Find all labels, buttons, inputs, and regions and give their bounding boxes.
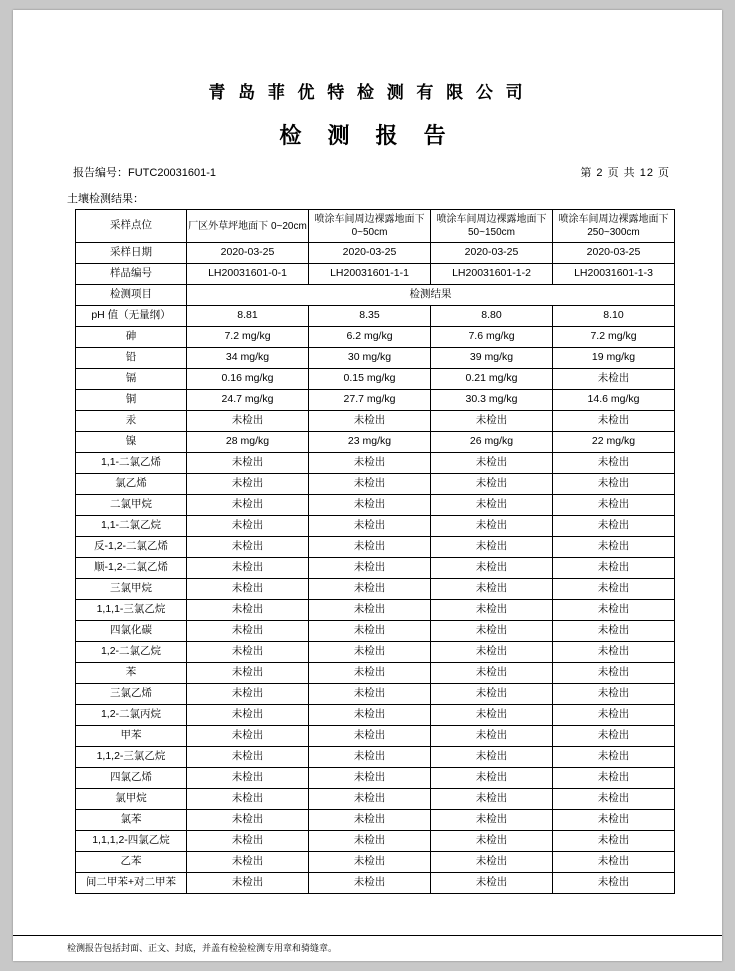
- result-value-r6-c4: 未检出: [553, 411, 675, 432]
- result-value-r12-c2: 未检出: [309, 537, 431, 558]
- result-value-r19-c3: 未检出: [431, 684, 553, 705]
- result-value-r23-c3: 未检出: [431, 768, 553, 789]
- result-value-r20-c1: 未检出: [187, 705, 309, 726]
- result-value-r8-c3: 未检出: [431, 453, 553, 474]
- result-value-r28-c2: 未检出: [309, 873, 431, 894]
- table-row: [76, 579, 675, 600]
- table-row: [76, 768, 675, 789]
- result-value-r9-c3: 未检出: [431, 474, 553, 495]
- table-row: [76, 873, 675, 894]
- analyte-name: 乙苯: [76, 852, 187, 873]
- result-value-r2-c1: 7.2 mg/kg: [187, 327, 309, 348]
- analyte-name: 镍: [76, 432, 187, 453]
- result-value-r5-c4: 14.6 mg/kg: [553, 390, 675, 411]
- result-value-r17-c4: 未检出: [553, 642, 675, 663]
- result-value-r8-c2: 未检出: [309, 453, 431, 474]
- result-value-r5-c3: 30.3 mg/kg: [431, 390, 553, 411]
- result-value-r10-c1: 未检出: [187, 495, 309, 516]
- result-value-r12-c1: 未检出: [187, 537, 309, 558]
- analyte-name: 三氯甲烷: [76, 579, 187, 600]
- result-value-r3-c3: 39 mg/kg: [431, 348, 553, 369]
- result-value-r8-c1: 未检出: [187, 453, 309, 474]
- result-value-r24-c4: 未检出: [553, 789, 675, 810]
- sampling-date-4: 2020-03-25: [553, 243, 675, 264]
- result-value-r25-c2: 未检出: [309, 810, 431, 831]
- result-value-r9-c1: 未检出: [187, 474, 309, 495]
- report-meta: [73, 164, 670, 180]
- result-value-r13-c2: 未检出: [309, 558, 431, 579]
- result-value-r4-c3: 0.21 mg/kg: [431, 369, 553, 390]
- result-value-r10-c2: 未检出: [309, 495, 431, 516]
- result-value-r26-c4: 未检出: [553, 831, 675, 852]
- result-value-r15-c4: 未检出: [553, 600, 675, 621]
- analyte-name: 1,1,2-三氯乙烷: [76, 747, 187, 768]
- result-value-r4-c4: 未检出: [553, 369, 675, 390]
- result-value-r9-c4: 未检出: [553, 474, 675, 495]
- result-value-r20-c3: 未检出: [431, 705, 553, 726]
- analyte-name: 氯甲烷: [76, 789, 187, 810]
- result-value-r3-c1: 34 mg/kg: [187, 348, 309, 369]
- result-value-r7-c1: 28 mg/kg: [187, 432, 309, 453]
- table-row: [76, 495, 675, 516]
- analyte-name: 汞: [76, 411, 187, 432]
- result-value-r28-c1: 未检出: [187, 873, 309, 894]
- analyte-name: 甲苯: [76, 726, 187, 747]
- table-row: [76, 810, 675, 831]
- table-row: [76, 348, 675, 369]
- result-value-r14-c4: 未检出: [553, 579, 675, 600]
- result-value-r16-c2: 未检出: [309, 621, 431, 642]
- sampling-point-2: 喷涂车间周边裸露地面下 0~50cm: [309, 210, 431, 243]
- result-value-r24-c2: 未检出: [309, 789, 431, 810]
- sample-no-1: LH20031601-0-1: [187, 264, 309, 285]
- result-value-r22-c3: 未检出: [431, 747, 553, 768]
- result-value-r19-c2: 未检出: [309, 684, 431, 705]
- result-value-r16-c4: 未检出: [553, 621, 675, 642]
- analyte-name: 反-1,2-二氯乙烯: [76, 537, 187, 558]
- sample-no-3: LH20031601-1-2: [431, 264, 553, 285]
- analyte-name: 砷: [76, 327, 187, 348]
- result-value-r1-c4: 8.10: [553, 306, 675, 327]
- result-value-r21-c3: 未检出: [431, 726, 553, 747]
- result-value-r21-c4: 未检出: [553, 726, 675, 747]
- sampling-point-4: 喷涂车间周边裸露地面下 250~300cm: [553, 210, 675, 243]
- result-value-r17-c3: 未检出: [431, 642, 553, 663]
- table-row: [76, 684, 675, 705]
- result-value-r27-c4: 未检出: [553, 852, 675, 873]
- table-row: [76, 453, 675, 474]
- analyte-name: 1,2-二氯丙烷: [76, 705, 187, 726]
- result-value-r22-c2: 未检出: [309, 747, 431, 768]
- analyte-name: 顺-1,2-二氯乙烯: [76, 558, 187, 579]
- sampling-date-3: 2020-03-25: [431, 243, 553, 264]
- result-value-r28-c4: 未检出: [553, 873, 675, 894]
- result-value-r27-c3: 未检出: [431, 852, 553, 873]
- row-label: 采样日期: [76, 243, 187, 264]
- result-value-r15-c3: 未检出: [431, 600, 553, 621]
- result-value-r20-c4: 未检出: [553, 705, 675, 726]
- result-value-r18-c2: 未检出: [309, 663, 431, 684]
- table-row: [76, 852, 675, 873]
- result-value-r11-c2: 未检出: [309, 516, 431, 537]
- table-row: [76, 432, 675, 453]
- result-value-r23-c2: 未检出: [309, 768, 431, 789]
- sampling-point-3: 喷涂车间周边裸露地面下 50~150cm: [431, 210, 553, 243]
- report-page: [13, 10, 722, 961]
- result-value-r22-c1: 未检出: [187, 747, 309, 768]
- result-value-r11-c4: 未检出: [553, 516, 675, 537]
- result-value-r16-c1: 未检出: [187, 621, 309, 642]
- result-value-r12-c3: 未检出: [431, 537, 553, 558]
- result-value-r22-c4: 未检出: [553, 747, 675, 768]
- result-value-r7-c3: 26 mg/kg: [431, 432, 553, 453]
- table-row: [76, 705, 675, 726]
- table-row-result-header: [76, 285, 675, 306]
- result-value-r15-c2: 未检出: [309, 600, 431, 621]
- result-value-r7-c2: 23 mg/kg: [309, 432, 431, 453]
- analyte-name: 氯乙烯: [76, 474, 187, 495]
- row-label: 采样点位: [76, 210, 187, 243]
- section-label: 土壤检测结果：: [67, 193, 144, 205]
- table-row: [76, 663, 675, 684]
- company-name: 青 岛 菲 优 特 检 测 有 限 公 司: [208, 83, 527, 102]
- result-value-r28-c3: 未检出: [431, 873, 553, 894]
- result-value-r14-c2: 未检出: [309, 579, 431, 600]
- table-row: [76, 474, 675, 495]
- soil-results-table-wrap: [75, 209, 669, 894]
- analyte-name: 镉: [76, 369, 187, 390]
- table-row: [76, 789, 675, 810]
- table-row: [76, 558, 675, 579]
- page-number: 第 2 页 共 12 页: [580, 167, 670, 179]
- result-value-r21-c1: 未检出: [187, 726, 309, 747]
- analyte-name: 铜: [76, 390, 187, 411]
- table-row: [76, 390, 675, 411]
- result-value-r23-c4: 未检出: [553, 768, 675, 789]
- result-value-r11-c3: 未检出: [431, 516, 553, 537]
- result-value-r27-c1: 未检出: [187, 852, 309, 873]
- sampling-date-2: 2020-03-25: [309, 243, 431, 264]
- result-value-r4-c2: 0.15 mg/kg: [309, 369, 431, 390]
- result-value-r18-c3: 未检出: [431, 663, 553, 684]
- sample-no-2: LH20031601-1-1: [309, 264, 431, 285]
- analyte-name: 1,2-二氯乙烷: [76, 642, 187, 663]
- analyte-name: 间二甲苯+对二甲苯: [76, 873, 187, 894]
- result-value-r27-c2: 未检出: [309, 852, 431, 873]
- analyte-name: 四氯乙烯: [76, 768, 187, 789]
- table-row: [76, 831, 675, 852]
- result-value-r17-c2: 未检出: [309, 642, 431, 663]
- result-value-r26-c3: 未检出: [431, 831, 553, 852]
- table-row: [76, 747, 675, 768]
- result-value-r13-c3: 未检出: [431, 558, 553, 579]
- sampling-date-1: 2020-03-25: [187, 243, 309, 264]
- analyte-name: 1,1-二氯乙烯: [76, 453, 187, 474]
- result-value-r4-c1: 0.16 mg/kg: [187, 369, 309, 390]
- result-value-r2-c2: 6.2 mg/kg: [309, 327, 431, 348]
- result-value-r20-c2: 未检出: [309, 705, 431, 726]
- sample-no-4: LH20031601-1-3: [553, 264, 675, 285]
- result-value-r8-c4: 未检出: [553, 453, 675, 474]
- result-value-r24-c1: 未检出: [187, 789, 309, 810]
- table-row-sampling-date: [76, 243, 675, 264]
- table-row: [76, 726, 675, 747]
- analyte-name: 铅: [76, 348, 187, 369]
- result-value-r25-c4: 未检出: [553, 810, 675, 831]
- result-header: 检测结果: [187, 285, 675, 306]
- result-value-r3-c2: 30 mg/kg: [309, 348, 431, 369]
- table-row: [76, 411, 675, 432]
- result-value-r1-c1: 8.81: [187, 306, 309, 327]
- analyte-name: pH 值（无量纲）: [76, 306, 187, 327]
- result-value-r21-c2: 未检出: [309, 726, 431, 747]
- result-value-r23-c1: 未检出: [187, 768, 309, 789]
- result-value-r26-c2: 未检出: [309, 831, 431, 852]
- table-row: [76, 516, 675, 537]
- analyte-name: 1,1,1,2-四氯乙烷: [76, 831, 187, 852]
- result-value-r16-c3: 未检出: [431, 621, 553, 642]
- table-row: [76, 327, 675, 348]
- result-value-r13-c1: 未检出: [187, 558, 309, 579]
- result-value-r6-c2: 未检出: [309, 411, 431, 432]
- result-value-r17-c1: 未检出: [187, 642, 309, 663]
- table-row: [76, 369, 675, 390]
- soil-results-table: [75, 209, 675, 894]
- result-value-r18-c4: 未检出: [553, 663, 675, 684]
- analyte-name: 1,1,1-三氯乙烷: [76, 600, 187, 621]
- analyte-name: 氯苯: [76, 810, 187, 831]
- result-value-r12-c4: 未检出: [553, 537, 675, 558]
- analyte-name: 1,1-二氯乙烷: [76, 516, 187, 537]
- result-value-r5-c2: 27.7 mg/kg: [309, 390, 431, 411]
- table-row-sample-no: [76, 264, 675, 285]
- row-label: 检测项目: [76, 285, 187, 306]
- table-row: [76, 600, 675, 621]
- analyte-name: 三氯乙烯: [76, 684, 187, 705]
- result-value-r18-c1: 未检出: [187, 663, 309, 684]
- table-row: [76, 306, 675, 327]
- result-value-r1-c3: 8.80: [431, 306, 553, 327]
- result-value-r26-c1: 未检出: [187, 831, 309, 852]
- analyte-name: 二氯甲烷: [76, 495, 187, 516]
- result-value-r10-c3: 未检出: [431, 495, 553, 516]
- table-row-sampling-point: [76, 210, 675, 243]
- result-value-r2-c4: 7.2 mg/kg: [553, 327, 675, 348]
- report-number: 报告编号：FUTC20031601-1: [73, 167, 217, 179]
- result-value-r2-c3: 7.6 mg/kg: [431, 327, 553, 348]
- row-label: 样品编号: [76, 264, 187, 285]
- result-value-r19-c1: 未检出: [187, 684, 309, 705]
- result-value-r10-c4: 未检出: [553, 495, 675, 516]
- sampling-point-1: 厂区外草坪地面下 0~20cm: [187, 210, 309, 243]
- result-value-r1-c2: 8.35: [309, 306, 431, 327]
- result-value-r13-c4: 未检出: [553, 558, 675, 579]
- table-row: [76, 537, 675, 558]
- result-value-r25-c3: 未检出: [431, 810, 553, 831]
- result-value-r7-c4: 22 mg/kg: [553, 432, 675, 453]
- result-value-r3-c4: 19 mg/kg: [553, 348, 675, 369]
- analyte-name: 苯: [76, 663, 187, 684]
- analyte-name: 四氯化碳: [76, 621, 187, 642]
- result-value-r15-c1: 未检出: [187, 600, 309, 621]
- result-value-r9-c2: 未检出: [309, 474, 431, 495]
- result-value-r19-c4: 未检出: [553, 684, 675, 705]
- result-value-r6-c1: 未检出: [187, 411, 309, 432]
- footer-note: 检测报告包括封面、正文、封底，并盖有检验检测专用章和骑缝章。: [13, 935, 722, 961]
- result-value-r14-c3: 未检出: [431, 579, 553, 600]
- page-title: 检 测 报 告: [279, 123, 456, 148]
- result-value-r24-c3: 未检出: [431, 789, 553, 810]
- result-value-r6-c3: 未检出: [431, 411, 553, 432]
- result-value-r25-c1: 未检出: [187, 810, 309, 831]
- result-value-r11-c1: 未检出: [187, 516, 309, 537]
- table-row: [76, 642, 675, 663]
- result-value-r14-c1: 未检出: [187, 579, 309, 600]
- table-row: [76, 621, 675, 642]
- result-value-r5-c1: 24.7 mg/kg: [187, 390, 309, 411]
